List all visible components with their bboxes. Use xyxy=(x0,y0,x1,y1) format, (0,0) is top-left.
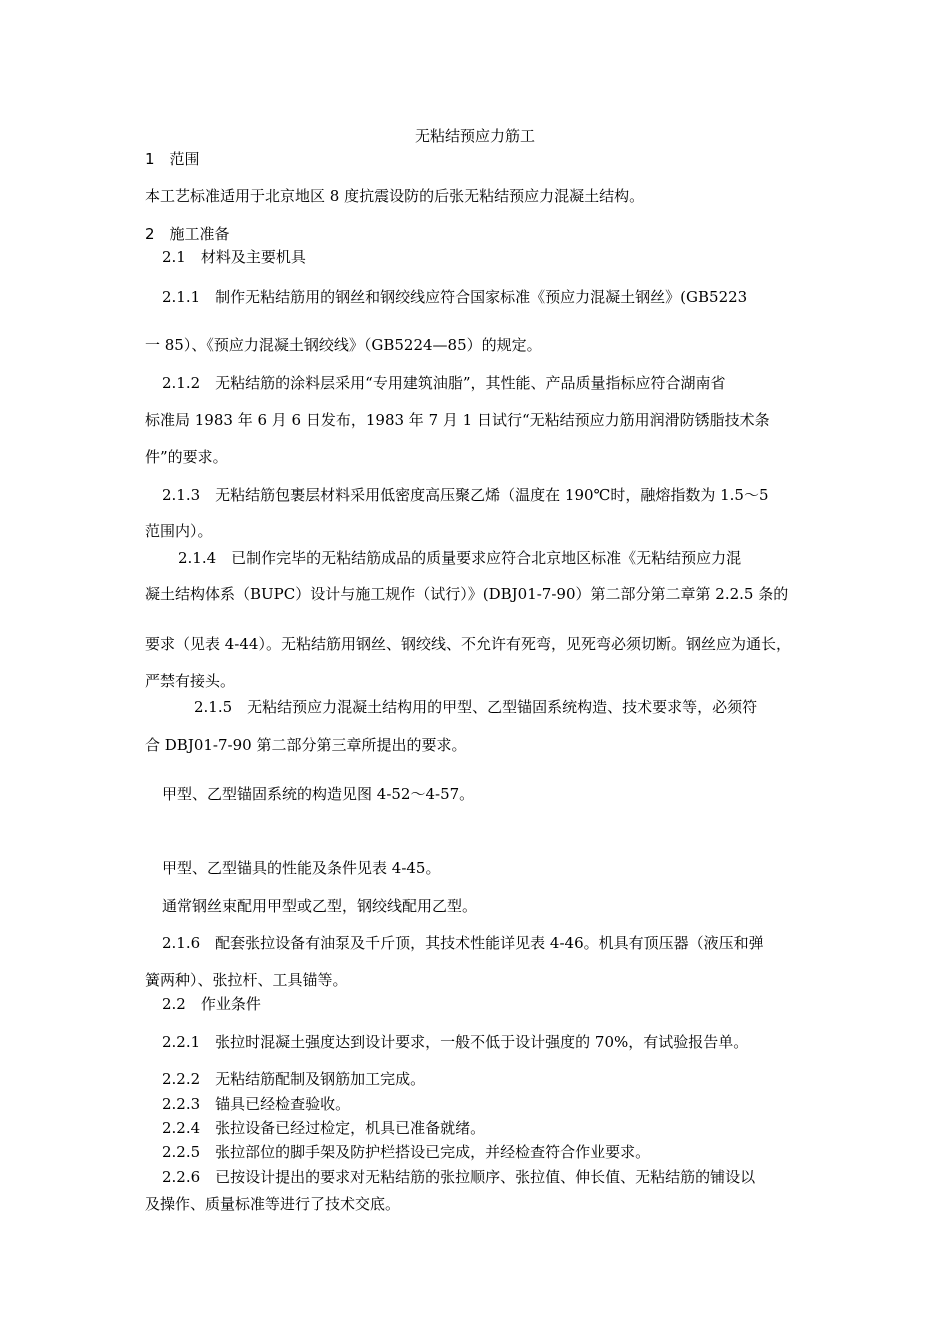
paragraph-line: 通常钢丝束配用甲型或乙型，钢绞线配用乙型。 xyxy=(162,897,478,915)
paragraph-line: 2.2.4 张拉设备已经过检定，机具已准备就绪。 xyxy=(162,1119,486,1137)
paragraph-line: 2.2.1 张拉时混凝土强度达到设计要求，一般不低于设计强度的 70%，有试验报告单。 xyxy=(162,1033,749,1051)
subsection-heading: 2.1 材料及主要机具 xyxy=(162,248,306,266)
paragraph-line: 甲型、乙型锚固系统的构造见图 4-52～4-57。 xyxy=(162,785,475,803)
paragraph-line: 本工艺标准适用于北京地区 8 度抗震设防的后张无粘结预应力混凝土结构。 xyxy=(145,187,645,205)
paragraph-line: 2.1.6 配套张拉设备有油泵及千斤顶，其技术性能详见表 4-46。机具有顶压器（液压和弹 xyxy=(162,934,764,952)
paragraph-line: 及操作、质量标准等进行了技术交底。 xyxy=(145,1195,401,1213)
section-1-heading: 1 范围 xyxy=(145,150,200,168)
paragraph-line: 2.1.5 无粘结预应力混凝土结构用的甲型、乙型锚固系统构造、技术要求等，必须符 xyxy=(194,698,758,716)
paragraph-line: 2.2.2 无粘结筋配制及钢筋加工完成。 xyxy=(162,1070,426,1088)
paragraph-line: 要求（见表 4-44）。无粘结筋用钢丝、钢绞线、不允许有死弯，见死弯必须切断。钢丝应为通长， xyxy=(145,635,791,653)
document-title: 无粘结预应力筋工 xyxy=(414,127,535,145)
paragraph-line: 范围内）。 xyxy=(145,522,213,540)
paragraph-line: 2.1.1 制作无粘结筋用的钢丝和钢绞线应符合国家标准《预应力混凝土钢丝》(GB5223 xyxy=(162,288,748,306)
paragraph-line: 合 DBJ01-7-90 第二部分第三章所提出的要求。 xyxy=(145,736,467,754)
paragraph-line: 2.2.5 张拉部位的脚手架及防护栏搭设已完成，并经检查符合作业要求。 xyxy=(162,1143,651,1161)
paragraph-line: 严禁有接头。 xyxy=(145,672,236,690)
paragraph-line: 簧两种）、张拉杆、工具锚等。 xyxy=(145,971,348,989)
paragraph-line: 2.1.3 无粘结筋包裹层材料采用低密度高压聚乙烯（温度在 190℃时，融熔指数为 1.5～5 xyxy=(162,486,769,504)
paragraph-line: 2.2.3 锚具已经检查验收。 xyxy=(162,1095,351,1113)
paragraph-line: 凝土结构体系（BUPC）设计与施工规作（试行）》(DBJ01-7-90）第二部分第二章第 2.2.5 条的 xyxy=(145,585,789,603)
paragraph-line: 2.1.2 无粘结筋的涂料层采用“专用建筑油脂”，其性能、产品质量指标应符合湖南省 xyxy=(162,374,726,392)
subsection-heading: 2.2 作业条件 xyxy=(162,995,261,1013)
section-2-heading: 2 施工准备 xyxy=(145,225,230,243)
paragraph-line: 甲型、乙型锚具的性能及条件见表 4-45。 xyxy=(162,859,441,877)
paragraph-line: 2.2.6 已按设计提出的要求对无粘结筋的张拉顺序、张拉值、伸长值、无粘结筋的铺设以 xyxy=(162,1168,756,1186)
paragraph-line: 标准局 1983 年 6 月 6 日发布，1983 年 7 月 1 日试行“无粘结预应力筋用润滑防锈脂技术条 xyxy=(145,411,770,429)
paragraph-line: 件”的要求。 xyxy=(145,448,228,466)
paragraph-line: 一 85）、《预应力混凝土钢绞线》（GB5224—85）的规定。 xyxy=(145,336,542,354)
paragraph-line: 2.1.4 已制作完毕的无粘结筋成品的质量要求应符合北京地区标准《无粘结预应力混 xyxy=(178,549,742,567)
